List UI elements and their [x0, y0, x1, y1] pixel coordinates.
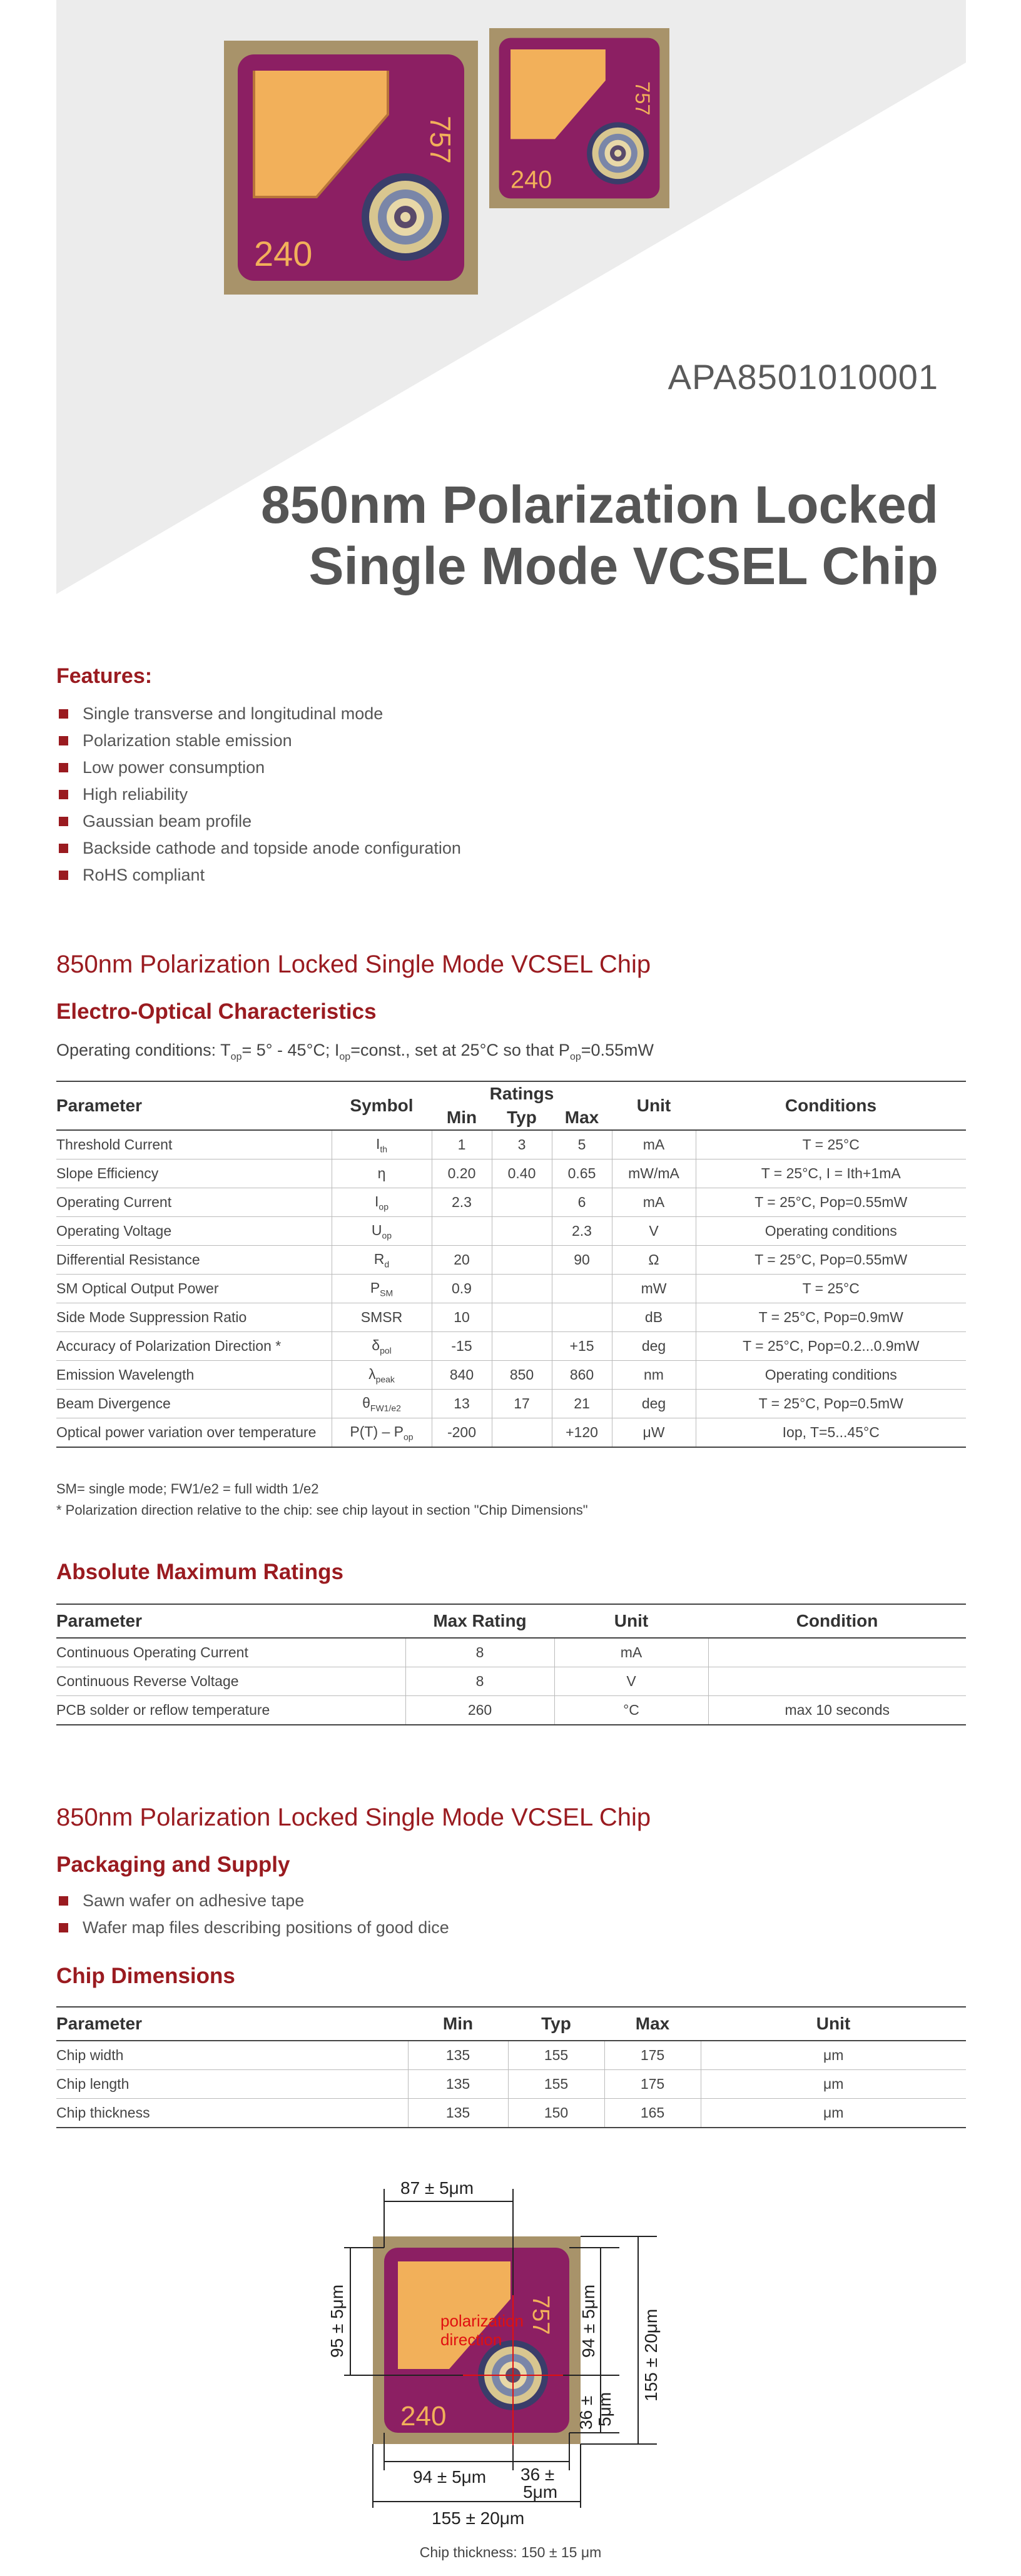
- polarization-label: polarization: [440, 2311, 524, 2330]
- cell-parameter: Operating Voltage: [56, 1217, 332, 1246]
- cell-unit: μW: [612, 1418, 696, 1448]
- list-item: [58, 754, 461, 781]
- cell-max: 175: [604, 2041, 701, 2070]
- cell-cond: T = 25°C, Pop=0.55mW: [696, 1188, 966, 1217]
- chip-label-top: 757: [527, 2295, 554, 2335]
- symbol-sub: op: [378, 1201, 389, 1212]
- dim-right-2b: 5μm: [595, 2392, 614, 2427]
- table-row: [56, 1188, 966, 1217]
- cell-max: 165: [604, 2099, 701, 2128]
- cell-parameter: SM Optical Output Power: [56, 1275, 332, 1303]
- table-row: [56, 2070, 966, 2099]
- symbol-main: λ: [368, 1365, 376, 1382]
- symbol-main: θ: [362, 1394, 370, 1411]
- col-typ: Typ: [492, 1106, 552, 1130]
- table-row: [56, 2041, 966, 2070]
- dim-bottom-2b: 5μm: [523, 2482, 558, 2502]
- list-item-text: Single transverse and longitudinal mode: [83, 704, 384, 723]
- cell-cond: Operating conditions: [696, 1217, 966, 1246]
- packaging-list: [58, 1887, 449, 1941]
- table-row: [56, 1303, 966, 1332]
- cell-typ: 155: [508, 2070, 604, 2099]
- cell-symbol: [332, 1159, 432, 1188]
- title-line-1: 850nm Polarization Locked: [261, 475, 938, 534]
- col-parameter: Parameter: [56, 1081, 332, 1130]
- cell-unit: μm: [701, 2099, 966, 2128]
- table-row: [56, 1217, 966, 1246]
- cell-unit: °C: [554, 1696, 708, 1725]
- abs-max-table: [56, 1604, 966, 1725]
- symbol-sub: op: [382, 1230, 392, 1241]
- cell-max: 175: [604, 2070, 701, 2099]
- cell-unit: V: [554, 1667, 708, 1696]
- features-list: [58, 700, 461, 889]
- list-item-text: Sawn wafer on adhesive tape: [83, 1891, 305, 1910]
- cell-rating: 8: [405, 1667, 554, 1696]
- cell-typ: [492, 1418, 552, 1448]
- cell-max: 2.3: [552, 1217, 612, 1246]
- section-title-2: 850nm Polarization Locked Single Mode VCSEL Chip: [56, 1804, 651, 1831]
- part-number: APA8501010001: [668, 357, 938, 397]
- symbol-sub: th: [380, 1144, 388, 1154]
- cell-typ: 17: [492, 1390, 552, 1418]
- dim-right-1: 94 ± 5μm: [579, 2284, 598, 2358]
- list-item-text: High reliability: [83, 785, 188, 804]
- table-row: [56, 1130, 966, 1159]
- list-item-text: Wafer map files describing positions of good dice: [83, 1918, 449, 1937]
- cell-parameter: Optical power variation over temperature: [56, 1418, 332, 1448]
- cell-min: 13: [432, 1390, 492, 1418]
- cell-min: 135: [408, 2070, 508, 2099]
- cell-typ: [492, 1246, 552, 1275]
- list-item: [58, 700, 461, 727]
- cell-min: 840: [432, 1361, 492, 1390]
- chip-label-bottom: 240: [510, 166, 552, 194]
- table-row: [56, 1418, 966, 1448]
- chip-photo-large: [224, 41, 478, 295]
- cell-parameter: Side Mode Suppression Ratio: [56, 1303, 332, 1332]
- cell-max: 21: [552, 1390, 612, 1418]
- cell-unit: μm: [701, 2041, 966, 2070]
- cell-cond: [708, 1667, 966, 1696]
- col-typ: Typ: [508, 2007, 604, 2041]
- list-item: [58, 862, 461, 889]
- cell-unit: mA: [612, 1130, 696, 1159]
- cell-typ: 155: [508, 2041, 604, 2070]
- cell-unit: μm: [701, 2070, 966, 2099]
- cell-cond: T = 25°C: [696, 1130, 966, 1159]
- cell-max: 0.65: [552, 1159, 612, 1188]
- bullet-icon: [59, 1923, 68, 1932]
- cell-typ: [492, 1332, 552, 1361]
- cell-parameter: PCB solder or reflow temperature: [56, 1696, 405, 1725]
- bullet-icon: [59, 1896, 68, 1906]
- list-item-text: Polarization stable emission: [83, 731, 292, 750]
- title-line-2: Single Mode VCSEL Chip: [308, 537, 938, 595]
- cell-symbol: [332, 1332, 432, 1361]
- section-title: 850nm Polarization Locked Single Mode VCSEL Chip: [56, 951, 651, 978]
- dim-bottom-3: 155 ± 20μm: [432, 2508, 525, 2528]
- cell-parameter: Slope Efficiency: [56, 1159, 332, 1188]
- table-row: [56, 1667, 966, 1696]
- cell-max: +120: [552, 1418, 612, 1448]
- cell-parameter: Chip width: [56, 2041, 408, 2070]
- table-row: [56, 1246, 966, 1275]
- dim-right-3: 155 ± 20μm: [641, 2308, 661, 2402]
- page-title: [188, 474, 938, 597]
- cell-max: +15: [552, 1332, 612, 1361]
- symbol-main: I: [375, 1193, 379, 1210]
- cell-symbol: [332, 1361, 432, 1390]
- cell-min: [432, 1217, 492, 1246]
- col-condition: Condition: [708, 1604, 966, 1638]
- symbol-main: SMSR: [360, 1309, 403, 1325]
- cell-parameter: Chip length: [56, 2070, 408, 2099]
- cell-symbol: [332, 1246, 432, 1275]
- cell-cond: T = 25°C, Pop=0.55mW: [696, 1246, 966, 1275]
- bullet-icon: [59, 790, 68, 799]
- list-item: [58, 781, 461, 808]
- cell-min: 135: [408, 2041, 508, 2070]
- chip-label-bottom: 240: [400, 2401, 447, 2432]
- cell-rating: 8: [405, 1638, 554, 1667]
- cell-typ: 3: [492, 1130, 552, 1159]
- polarization-label-2: direction: [440, 2330, 502, 2349]
- cell-unit: V: [612, 1217, 696, 1246]
- cell-cond: T = 25°C, Pop=0.2...0.9mW: [696, 1332, 966, 1361]
- table-row: [56, 1275, 966, 1303]
- cell-typ: 850: [492, 1361, 552, 1390]
- operating-conditions: Operating conditions: $T_{op}= 5^\circ - 45^\circ C$; $I_{op}=const$., set at 25°C so that $P_{op}=0.55mW$: [56, 1041, 654, 1063]
- table-note-1: SM= single mode; FW1/e2 = full width 1/e2: [56, 1481, 319, 1497]
- cell-typ: [492, 1217, 552, 1246]
- cell-unit: mA: [612, 1188, 696, 1217]
- bullet-icon: [59, 709, 68, 719]
- cell-typ: 150: [508, 2099, 604, 2128]
- cell-min: 2.3: [432, 1188, 492, 1217]
- cell-parameter: Chip thickness: [56, 2099, 408, 2128]
- cell-symbol: [332, 1130, 432, 1159]
- cell-symbol: [332, 1217, 432, 1246]
- dimensions-table: [56, 2006, 966, 2128]
- eo-subtitle: Electro-Optical Characteristics: [56, 999, 377, 1024]
- cell-parameter: Threshold Current: [56, 1130, 332, 1159]
- list-item-text: Backside cathode and topside anode configuration: [83, 839, 461, 857]
- list-item: [58, 808, 461, 835]
- cell-cond: Operating conditions: [696, 1361, 966, 1390]
- cell-min: 1: [432, 1130, 492, 1159]
- cell-cond: max 10 seconds: [708, 1696, 966, 1725]
- cell-typ: [492, 1275, 552, 1303]
- chip-label-bottom: 240: [254, 234, 313, 273]
- dim-left: 95 ± 5μm: [327, 2284, 347, 2358]
- cell-max: [552, 1275, 612, 1303]
- cell-min: 10: [432, 1303, 492, 1332]
- symbol-sub: peak: [375, 1374, 395, 1385]
- list-item-text: Low power consumption: [83, 758, 265, 777]
- col-parameter: Parameter: [56, 1604, 405, 1638]
- electro-optical-table: [56, 1081, 966, 1448]
- cell-min: -200: [432, 1418, 492, 1448]
- cell-max: 5: [552, 1130, 612, 1159]
- dim-top: 87 ± 5μm: [400, 2178, 474, 2198]
- bullet-icon: [59, 844, 68, 853]
- dim-bottom-1: 94 ± 5μm: [413, 2467, 487, 2487]
- cell-cond: T = 25°C, I = Ith+1mA: [696, 1159, 966, 1188]
- cell-unit: Ω: [612, 1246, 696, 1275]
- col-min: Min: [408, 2007, 508, 2041]
- dim-right-2a: 36 ±: [576, 2395, 596, 2430]
- cell-parameter: Differential Resistance: [56, 1246, 332, 1275]
- chip-thickness-caption: Chip thickness: 150 ± 15 μm: [419, 2544, 602, 2560]
- cell-cond: T = 25°C, Pop=0.9mW: [696, 1303, 966, 1332]
- col-conditions: Conditions: [696, 1081, 966, 1130]
- cell-rating: 260: [405, 1696, 554, 1725]
- cell-max: 90: [552, 1246, 612, 1275]
- cell-max: 6: [552, 1188, 612, 1217]
- cell-unit: deg: [612, 1390, 696, 1418]
- dims-title: Chip Dimensions: [56, 1964, 235, 1988]
- cell-max: 860: [552, 1361, 612, 1390]
- bullet-icon: [59, 871, 68, 880]
- table-row: [56, 1361, 966, 1390]
- cell-unit: dB: [612, 1303, 696, 1332]
- table-note-2: * Polarization direction relative to the chip: see chip layout in section "Chip Dimensions": [56, 1502, 588, 1518]
- chip-dimension-drawing: [325, 2170, 701, 2533]
- cell-unit: deg: [612, 1332, 696, 1361]
- cell-parameter: Continuous Operating Current: [56, 1638, 405, 1667]
- cell-min: 0.9: [432, 1275, 492, 1303]
- symbol-main: η: [377, 1165, 386, 1181]
- col-max: Max: [552, 1106, 612, 1130]
- list-item-text: RoHS compliant: [83, 866, 205, 884]
- table-row: [56, 1696, 966, 1725]
- features-heading: Features:: [56, 664, 153, 688]
- col-unit: Unit: [612, 1081, 696, 1130]
- dim-bottom-2a: 36 ±: [521, 2465, 555, 2484]
- symbol-sub: d: [384, 1259, 390, 1270]
- cell-symbol: [332, 1275, 432, 1303]
- cell-parameter: Beam Divergence: [56, 1390, 332, 1418]
- col-unit: Unit: [701, 2007, 966, 2041]
- cell-symbol: [332, 1418, 432, 1448]
- abs-max-title: Absolute Maximum Ratings: [56, 1560, 343, 1584]
- cell-symbol: [332, 1303, 432, 1332]
- list-item: [58, 1914, 449, 1941]
- chip-label-top: 757: [424, 116, 457, 164]
- bullet-icon: [59, 817, 68, 826]
- cell-cond: T = 25°C, Pop=0.5mW: [696, 1390, 966, 1418]
- symbol-sub: op: [404, 1432, 414, 1442]
- cell-parameter: Emission Wavelength: [56, 1361, 332, 1390]
- cell-cond: Iop, T=5...45°C: [696, 1418, 966, 1448]
- list-item: [58, 1887, 449, 1914]
- cell-symbol: [332, 1390, 432, 1418]
- list-item: [58, 727, 461, 754]
- symbol-main: R: [373, 1250, 385, 1267]
- cell-max: [552, 1303, 612, 1332]
- cell-unit: mW: [612, 1275, 696, 1303]
- col-parameter: Parameter: [56, 2007, 408, 2041]
- table-row: [56, 2099, 966, 2128]
- cell-parameter: Operating Current: [56, 1188, 332, 1217]
- table-row: [56, 1390, 966, 1418]
- cell-symbol: [332, 1188, 432, 1217]
- cell-min: 20: [432, 1246, 492, 1275]
- col-min: Min: [432, 1106, 492, 1130]
- symbol-main: P: [370, 1279, 380, 1296]
- symbol-main: I: [375, 1135, 380, 1152]
- cell-unit: nm: [612, 1361, 696, 1390]
- col-max-rating: Max Rating: [405, 1604, 554, 1638]
- col-symbol: Symbol: [332, 1081, 432, 1130]
- list-item-text: Gaussian beam profile: [83, 812, 252, 831]
- cell-cond: [708, 1638, 966, 1667]
- symbol-sub: SM: [380, 1288, 394, 1298]
- table-row: [56, 1332, 966, 1361]
- cell-cond: T = 25°C: [696, 1275, 966, 1303]
- cell-min: -15: [432, 1332, 492, 1361]
- packaging-title: Packaging and Supply: [56, 1852, 290, 1877]
- col-ratings: Ratings: [489, 1084, 554, 1103]
- symbol-main: P(T) – P: [350, 1423, 404, 1440]
- symbol-sub: FW1/e2: [370, 1403, 401, 1413]
- list-item: [58, 835, 461, 862]
- cell-typ: [492, 1303, 552, 1332]
- symbol-sub: pol: [380, 1345, 392, 1356]
- col-max: Max: [604, 2007, 701, 2041]
- cell-min: 135: [408, 2099, 508, 2128]
- chip-label-top: 757: [631, 81, 655, 116]
- symbol-main: δ: [372, 1336, 380, 1353]
- cell-typ: 0.40: [492, 1159, 552, 1188]
- col-unit: Unit: [554, 1604, 708, 1638]
- cell-parameter: Continuous Reverse Voltage: [56, 1667, 405, 1696]
- cell-unit: mW/mA: [612, 1159, 696, 1188]
- cell-min: 0.20: [432, 1159, 492, 1188]
- cell-parameter: Accuracy of Polarization Direction *: [56, 1332, 332, 1361]
- cell-typ: [492, 1188, 552, 1217]
- bullet-icon: [59, 736, 68, 745]
- table-row: [56, 1159, 966, 1188]
- cell-unit: mA: [554, 1638, 708, 1667]
- table-row: [56, 1638, 966, 1667]
- bullet-icon: [59, 763, 68, 772]
- symbol-main: U: [371, 1221, 382, 1238]
- chip-photo-small: [489, 28, 669, 208]
